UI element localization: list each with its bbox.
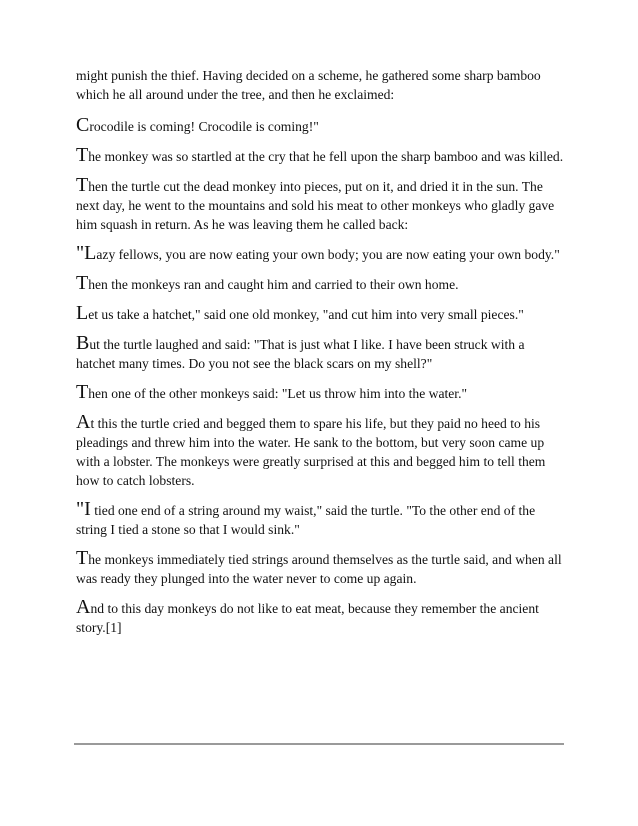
intro-paragraph: might punish the thief. Having decided on a scheme, he gathered some sharp bamboo which he all around under the tree, and then he exclaimed: <box>76 68 541 102</box>
initial-letter: T <box>76 547 89 569</box>
paragraph-text: rocodile is coming! Crocodile is coming!" <box>89 119 319 134</box>
initial-letter: T <box>76 272 89 294</box>
paragraph-text: hen the monkeys ran and caught him and carried to their own home. <box>88 277 459 292</box>
paragraph-8 <box>76 383 564 403</box>
footer-rule <box>74 743 564 745</box>
initial-letter: "I <box>76 498 91 520</box>
initial-letter: "L <box>76 242 97 264</box>
paragraph-2 <box>76 146 564 166</box>
paragraph-6 <box>76 304 564 324</box>
paragraph-1 <box>76 116 564 136</box>
paragraph-text: azy fellows, you are now eating your own body; you are now eating your own body." <box>96 247 560 262</box>
initial-letter: T <box>76 144 89 166</box>
paragraph-text: hen the turtle cut the dead monkey into pieces, put on it, and dried it in the sun. The next day, he went to the mountains and sold his meat to other monkeys who gladly gave him squash in return. As he was leaving them he called back: <box>76 179 555 232</box>
paragraph-text: nd to this day monkeys do not like to eat meat, because they remember the ancient story.[1] <box>76 601 539 635</box>
document-body <box>76 66 564 637</box>
initial-letter: C <box>76 114 90 136</box>
paragraph-10 <box>76 500 564 539</box>
paragraph-7 <box>76 334 564 373</box>
paragraph-text: he monkeys immediately tied strings around themselves as the turtle said, and when all was ready they plunged into the water never to come up again. <box>76 552 562 586</box>
paragraph-text: tied one end of a string around my waist," said the turtle. "To the other end of the string I tied a stone so that I would sink." <box>76 503 536 537</box>
paragraph-text: t this the turtle cried and begged them to spare his life, but they paid no heed to his pleadings and threw him into the water. He sank to the bottom, but very soon came up with a lobster. The monkeys were greatly surprised at this and begged him to tell them how to catch lobsters. <box>76 416 546 488</box>
paragraph-text: et us take a hatchet," said one old monkey, "and cut him into very small pieces." <box>88 307 524 322</box>
paragraph-text: ut the turtle laughed and said: "That is just what I like. I have been struck with a hatchet many times. Do you not see the black scars on my shell?" <box>76 337 525 371</box>
initial-letter: T <box>76 381 89 403</box>
paragraph-5 <box>76 274 564 294</box>
initial-letter: B <box>76 332 90 354</box>
paragraph-3 <box>76 176 564 234</box>
initial-letter: L <box>76 302 89 324</box>
paragraph-text: hen one of the other monkeys said: "Let us throw him into the water." <box>88 386 468 401</box>
initial-letter: A <box>76 596 91 618</box>
initial-letter: T <box>76 174 89 196</box>
paragraph-12 <box>76 598 564 637</box>
paragraph-11 <box>76 549 564 588</box>
paragraph-4 <box>76 244 564 264</box>
initial-letter: A <box>76 411 91 433</box>
paragraph-text: he monkey was so startled at the cry that he fell upon the sharp bamboo and was killed. <box>88 149 564 164</box>
paragraph-9 <box>76 413 564 490</box>
